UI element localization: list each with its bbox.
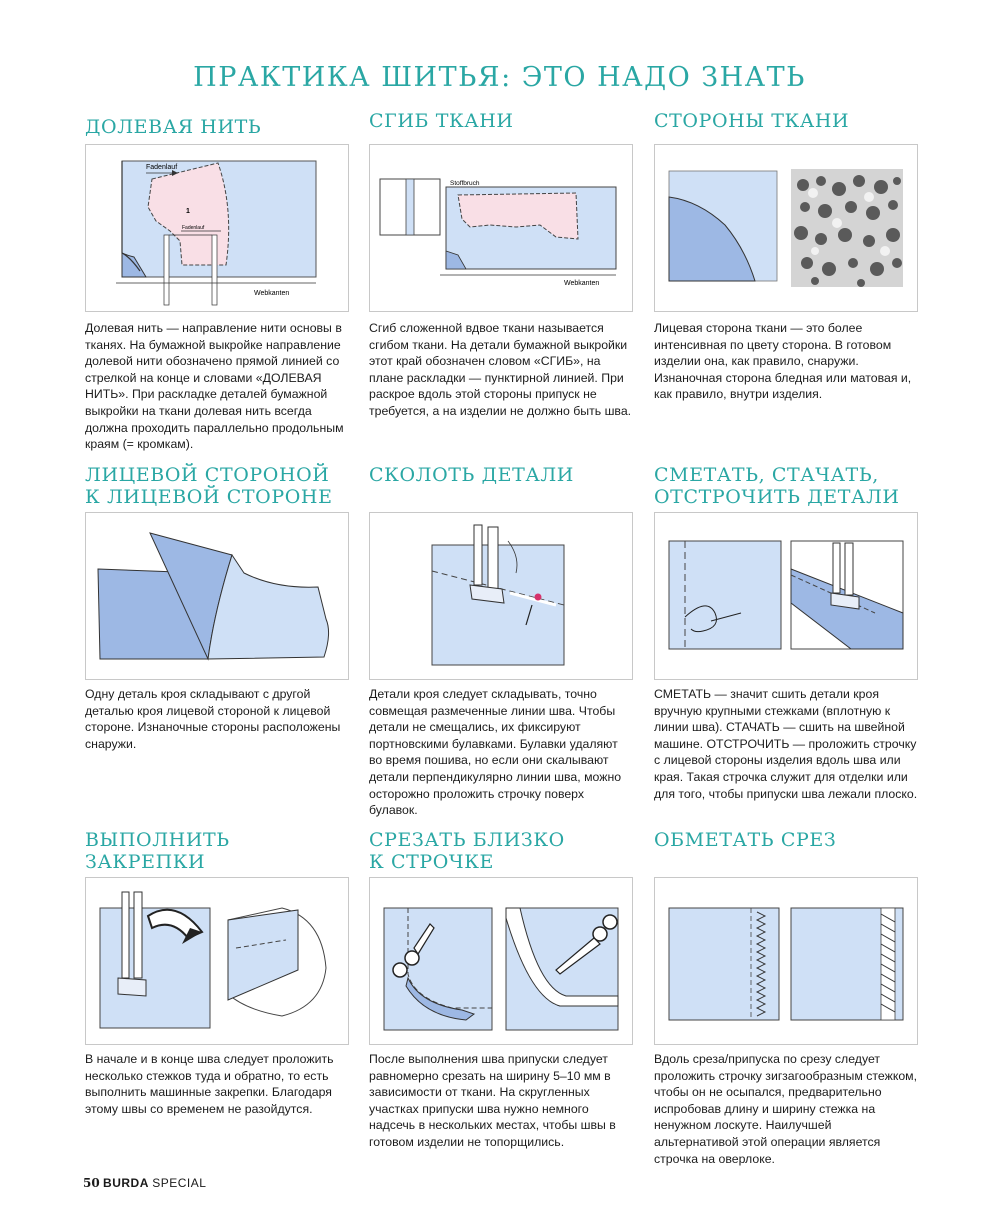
baste-illustration: [654, 512, 918, 680]
section-trim: [369, 829, 633, 1149]
right-to-right-illustration: [85, 512, 349, 680]
section-text: Детали кроя следует складывать, точно совмещая размеченные линии шва. Чтобы детали не смещались, их фиксируют портновскими булавками. Булавки удаляют во время пошива, но если они скалывают детали перпендикулярно линии шва, можно осторожно проложить строчку поверх булавок.: [369, 687, 622, 818]
section-sides: [654, 110, 918, 402]
magazine-edition: SPECIAL: [152, 1176, 207, 1190]
selvage-label: Webkanten: [564, 280, 600, 287]
section-fold: [369, 110, 633, 418]
section-text: Вдоль среза/припуска по срезу следует проложить строчку зигзагообразным стежком, чтобы он не осыпался, предварительно испробовав длину и ширину стежка на ненужном лоскуте. Наилучшей альтернативой этой операции является строчка на оверлоке.: [654, 1052, 918, 1166]
section-title: СКОЛОТЬ ДЕТАЛИ: [369, 464, 574, 486]
page-footer: [83, 1176, 206, 1190]
trim-illustration: [369, 877, 633, 1045]
section-text: В начале и в конце шва следует проложить несколько стежков туда и обратно, то есть выполнить машинные закрепки. Благодаря этому швы со временем не разойдутся.: [85, 1052, 334, 1116]
section-right-to-right: [85, 464, 349, 751]
section-text: Лицевая сторона ткани — это более интенсивная по цвету сторона. В готовом изделии она, как правило, снаружи. Изнаночная сторона бледная или матовая и, как правило, внутри изделия.: [654, 321, 912, 402]
pin-illustration: [369, 512, 633, 680]
section-title: СТОРОНЫ ТКАНИ: [654, 110, 850, 132]
fold-illustration: [369, 144, 633, 312]
section-text: Долевая нить — направление нити основы в тканях. На бумажной выкройке направление долевой нити обозначено прямой линией со стрелкой на конце и словами «ДОЛЕВАЯ НИТЬ». При раскладке деталей бумажной выкройки на ткани долевая нить всегда должна проходить параллельно продольным краям (= кромкам).: [85, 321, 344, 452]
magazine-brand: BURDA: [103, 1176, 149, 1190]
section-title: СМЕТАТЬ, СТАЧАТЬ, ОТСТРОЧИТЬ ДЕТАЛИ: [654, 464, 900, 508]
grain-label-top: Fadenlauf: [146, 164, 178, 171]
section-title: СГИБ ТКАНИ: [369, 110, 514, 132]
selvage-label: Webkanten: [254, 290, 290, 297]
page-number: 50: [83, 1176, 100, 1190]
section-pin: [369, 464, 633, 818]
section-overcast: [654, 829, 918, 1166]
overcast-illustration: [654, 877, 918, 1045]
grain-label-mid: Fadenlauf: [182, 225, 205, 231]
section-backstitch: [85, 829, 349, 1116]
backstitch-illustration: [85, 877, 349, 1045]
fold-label: Stoffbruch: [450, 180, 480, 187]
sides-illustration: [654, 144, 918, 312]
section-title: СРЕЗАТЬ БЛИЗКО К СТРОЧКЕ: [369, 829, 565, 873]
section-text: Сгиб сложенной вдвое ткани называется сгибом ткани. На детали бумажной выкройки этот край обозначен словом «СГИБ», на плане раскладки — пунктирной линией. При раскрое вдоль этой стороны припуск не требуется, а на изделии не должно быть шва.: [369, 321, 632, 418]
grain-illustration: [85, 144, 349, 312]
section-text: Одну деталь кроя складывают с другой деталью кроя лицевой стороной к лицевой стороне. Изнаночные стороны расположены снаружи.: [85, 687, 341, 751]
section-baste: [654, 464, 918, 801]
section-title: ВЫПОЛНИТЬ ЗАКРЕПКИ: [85, 829, 230, 873]
section-text: СМЕТАТЬ — значит сшить детали кроя вручную крупными стежками (вплотную к линии шва). СТАЧАТЬ — сшить на швейной машине. ОТСТРОЧИТЬ — проложить строчку с лицевой стороны изделия вдоль шва или края. Такая строчка служит для отделки или для того, чтобы припуски шва лежали плоско.: [654, 687, 918, 801]
section-text: После выполнения шва припуски следует равномерно срезать на ширину 5–10 мм в зависимости от ткани. На скругленных участках припуски шва нужно немного надсечь в нескольких местах, чтобы швы в готовом изделии не топорщились.: [369, 1052, 616, 1149]
section-title: ДОЛЕВАЯ НИТЬ: [85, 116, 262, 138]
section-grain: [85, 116, 349, 452]
section-title: ОБМЕТАТЬ СРЕЗ: [654, 829, 837, 851]
section-title: ЛИЦЕВОЙ СТОРОНОЙ К ЛИЦЕВОЙ СТОРОНЕ: [85, 464, 333, 508]
page-title: ПРАКТИКА ШИТЬЯ: ЭТО НАДО ЗНАТЬ: [193, 62, 806, 93]
piece-number: 1: [186, 208, 190, 215]
